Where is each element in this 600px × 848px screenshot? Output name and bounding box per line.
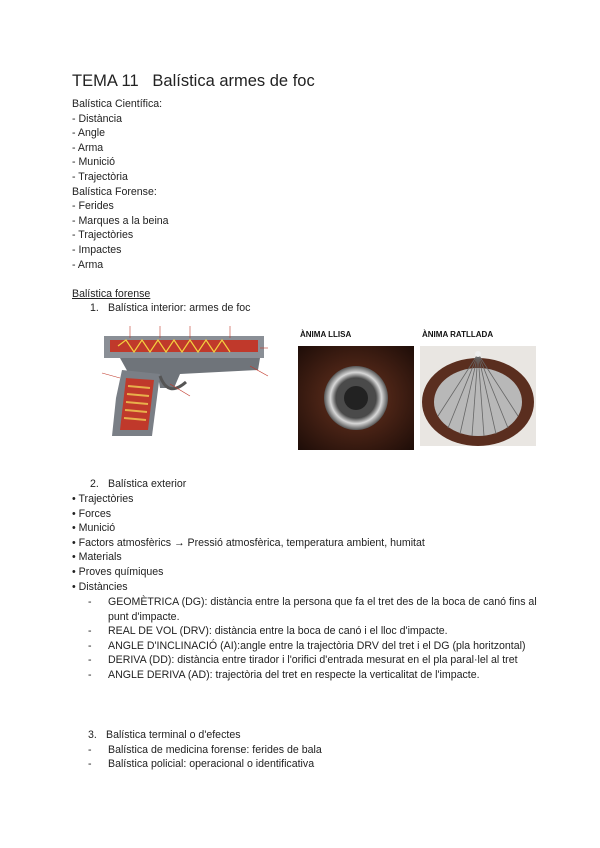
intro-line: - Impactes	[72, 243, 122, 256]
intro-line: - Trajectòria	[72, 170, 128, 183]
intro-line: - Angle	[72, 127, 105, 140]
terminal-text: Balística policial: operacional o identificativa	[108, 758, 315, 771]
exterior-bullet: • Munició	[72, 522, 116, 535]
terminal-list	[88, 728, 322, 772]
section-heading: Balística forense	[72, 288, 151, 300]
distance-text: DERIVA (DD): distància entre tirador i l'orifici d'entrada mesurat en el pla paral·lel al tret	[108, 654, 518, 667]
exterior-bullet: • Distàncies	[72, 580, 128, 593]
exterior-bullet: • Materials	[72, 551, 122, 564]
intro-line: - Arma	[72, 258, 104, 271]
item-number: 1.	[90, 302, 99, 314]
item-text: Balística exterior	[108, 478, 187, 490]
numbered-item	[88, 728, 322, 743]
numbered-item	[90, 478, 186, 490]
intro-line: - Arma	[72, 141, 104, 154]
smooth-bore-photo	[298, 346, 414, 450]
distance-item: - DERIVA (DD): distància entre tirador i l'orifici d'entrada mesurat en el pla paral·lel al tret	[88, 654, 518, 667]
exterior-list	[72, 492, 425, 594]
distance-text: ANGLE DERIVA (AD): trajectòria del tret en respecte la verticalitat de l'impacte.	[108, 668, 480, 681]
distance-item: - ANGLE D'INCLINACIÓ (AI):angle entre la trajectòria DRV del tret i el DG (pla horitzontal)	[88, 639, 526, 652]
rifled-bore-photo	[420, 346, 536, 446]
page-title: TEMA 11 Balística armes de foc	[72, 72, 315, 90]
distance-text: REAL DE VOL (DRV): distància entre la boca de canó i el lloc d'impacte.	[108, 625, 448, 638]
item-number: 3.	[88, 729, 97, 741]
distance-list	[88, 595, 548, 683]
pistol-cutaway-image	[90, 318, 280, 438]
exterior-bullet: • Trajectòries	[72, 493, 134, 505]
distance-text: ANGLE D'INCLINACIÓ (AI):angle entre la trajectòria DRV del tret i el DG (pla horitzontal)	[108, 639, 526, 652]
terminal-text: Balística de medicina forense: ferides de bala	[108, 743, 322, 756]
exterior-bullet: • Proves químiques	[72, 565, 164, 578]
exterior-bullet: • Forces	[72, 507, 112, 520]
exterior-bullet: • Factors atmosfèrics → Pressió atmosfèrica, temperatura ambient, humitat	[72, 536, 425, 549]
intro-line: - Trajectòries	[72, 229, 134, 242]
intro-line: Balística Forense:	[72, 185, 157, 198]
intro-line: - Ferides	[72, 200, 114, 213]
smooth-bore-caption: ÀNIMA LLISA	[300, 330, 352, 339]
rifled-bore-caption: ÀNIMA RATLLADA	[422, 330, 494, 339]
distance-item: - REAL DE VOL (DRV): distància entre la boca de canó i el lloc d'impacte.	[88, 625, 448, 638]
distance-item: - GEOMÈTRICA (DG): distància entre la persona que fa el tret des de la boca de canó fins al punt d'impacte.	[88, 596, 537, 623]
item-text: Balística terminal o d'efectes	[106, 729, 241, 741]
intro-line: - Distància	[72, 112, 123, 125]
intro-line: - Marques a la beina	[72, 214, 169, 227]
item-number: 2.	[90, 478, 99, 490]
terminal-item: - Balística policial: operacional o identificativa	[88, 758, 315, 771]
distance-item: - ANGLE DERIVA (AD): trajectòria del tret en respecte la verticalitat de l'impacte.	[88, 668, 480, 681]
item-text: Balística interior: armes de foc	[108, 302, 251, 314]
intro-line: Balística Científica:	[72, 98, 163, 110]
distance-text: GEOMÈTRICA (DG): distància entre la persona que fa el tret des de la boca de canó fins al punt d'impacte.	[108, 596, 537, 623]
numbered-item	[90, 302, 250, 314]
intro-line: - Munició	[72, 156, 115, 169]
terminal-item: - Balística de medicina forense: ferides de bala	[88, 743, 322, 756]
intro-list	[72, 97, 169, 272]
